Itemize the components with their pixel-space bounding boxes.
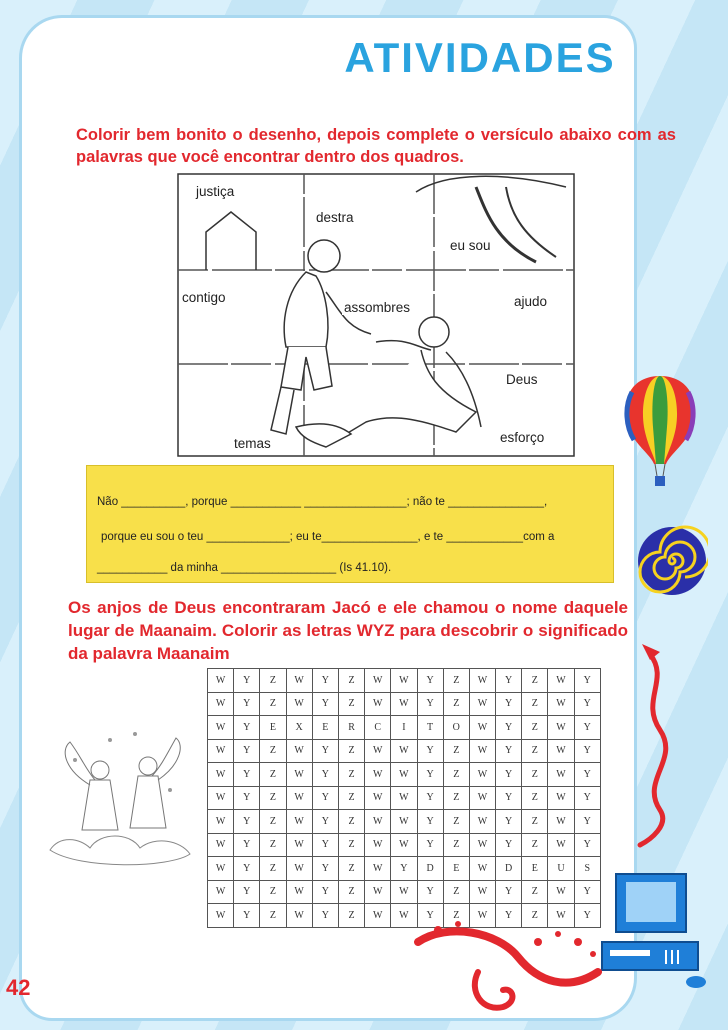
grid-cell[interactable]: Y <box>574 669 600 693</box>
grid-cell[interactable]: Z <box>522 786 548 810</box>
grid-cell[interactable]: Y <box>234 739 260 763</box>
grid-cell[interactable]: Y <box>417 692 443 716</box>
grid-cell[interactable]: W <box>208 857 234 881</box>
grid-row <box>208 857 601 881</box>
grid-row <box>208 810 601 834</box>
grid-cell[interactable]: Z <box>338 880 364 904</box>
grid-cell[interactable]: Y <box>417 669 443 693</box>
verse-fill-box <box>86 465 614 583</box>
grid-cell[interactable]: W <box>286 857 312 881</box>
grid-cell[interactable]: Y <box>417 763 443 787</box>
grid-row <box>208 716 601 740</box>
grid-cell[interactable]: Y <box>574 880 600 904</box>
grid-row <box>208 669 601 693</box>
grid-cell[interactable]: Y <box>234 810 260 834</box>
grid-cell[interactable]: W <box>548 716 574 740</box>
grid-cell[interactable]: Y <box>574 763 600 787</box>
word-ajudo: ajudo <box>514 294 548 309</box>
grid-cell[interactable]: Y <box>417 786 443 810</box>
grid-cell[interactable]: W <box>365 763 391 787</box>
grid-cell[interactable]: W <box>286 692 312 716</box>
grid-row <box>208 739 601 763</box>
grid-cell[interactable]: W <box>286 904 312 928</box>
grid-cell[interactable]: U <box>548 857 574 881</box>
grid-cell[interactable]: W <box>548 763 574 787</box>
grid-cell[interactable]: Y <box>496 763 522 787</box>
grid-cell[interactable]: W <box>365 904 391 928</box>
grid-cell[interactable]: W <box>469 716 495 740</box>
word-temas: temas <box>234 436 271 451</box>
grid-cell[interactable]: Y <box>234 857 260 881</box>
grid-cell[interactable]: Z <box>260 739 286 763</box>
grid-cell[interactable]: W <box>469 692 495 716</box>
grid-cell[interactable]: W <box>548 786 574 810</box>
grid-cell[interactable]: E <box>312 716 338 740</box>
grid-cell[interactable]: W <box>391 810 417 834</box>
grid-cell[interactable]: W <box>391 763 417 787</box>
grid-cell[interactable]: W <box>208 716 234 740</box>
grid-cell[interactable]: Z <box>443 786 469 810</box>
grid-cell[interactable]: Y <box>496 716 522 740</box>
grid-cell[interactable]: Y <box>312 833 338 857</box>
grid-cell[interactable]: D <box>417 857 443 881</box>
grid-cell[interactable]: W <box>365 739 391 763</box>
grid-cell[interactable]: Y <box>312 692 338 716</box>
computer-icon <box>596 870 716 990</box>
grid-cell[interactable]: W <box>286 833 312 857</box>
grid-cell[interactable]: Y <box>574 786 600 810</box>
grid-cell[interactable]: Y <box>234 833 260 857</box>
grid-cell[interactable]: W <box>469 880 495 904</box>
grid-cell[interactable]: E <box>260 716 286 740</box>
grid-cell[interactable]: W <box>208 786 234 810</box>
grid-cell[interactable]: W <box>286 786 312 810</box>
grid-row <box>208 763 601 787</box>
grid-cell[interactable]: Y <box>574 739 600 763</box>
grid-cell[interactable]: W <box>208 904 234 928</box>
grid-cell[interactable]: Y <box>417 904 443 928</box>
grid-cell[interactable]: Y <box>496 739 522 763</box>
grid-cell[interactable]: W <box>365 786 391 810</box>
letter-grid <box>207 668 601 928</box>
grid-cell[interactable]: Y <box>417 810 443 834</box>
grid-cell[interactable]: Y <box>312 857 338 881</box>
grid-cell[interactable]: C <box>365 716 391 740</box>
grid-cell[interactable]: W <box>548 810 574 834</box>
grid-cell[interactable]: E <box>443 857 469 881</box>
grid-cell[interactable]: Y <box>496 810 522 834</box>
grid-cell[interactable]: W <box>469 833 495 857</box>
grid-cell[interactable]: Z <box>443 810 469 834</box>
grid-row <box>208 786 601 810</box>
grid-cell[interactable]: W <box>208 833 234 857</box>
word-assombres: assombres <box>344 300 411 315</box>
red-squiggle-decoration <box>630 640 690 850</box>
grid-cell[interactable]: W <box>548 880 574 904</box>
grid-cell[interactable]: W <box>469 669 495 693</box>
grid-cell[interactable]: W <box>548 739 574 763</box>
red-swirl-decoration <box>408 912 608 1020</box>
grid-cell[interactable]: Y <box>496 904 522 928</box>
grid-cell[interactable]: Y <box>496 669 522 693</box>
grid-cell[interactable]: Z <box>522 810 548 834</box>
grid-cell[interactable]: W <box>286 669 312 693</box>
grid-cell[interactable]: W <box>365 857 391 881</box>
grid-cell[interactable]: O <box>443 716 469 740</box>
puzzle-drawing <box>176 172 576 458</box>
grid-cell[interactable]: Y <box>312 739 338 763</box>
grid-cell[interactable]: Z <box>338 904 364 928</box>
word-deus: Deus <box>506 372 538 387</box>
grid-cell[interactable]: Z <box>443 669 469 693</box>
grid-cell[interactable]: Y <box>234 880 260 904</box>
grid-cell[interactable]: T <box>417 716 443 740</box>
grid-cell[interactable]: W <box>469 786 495 810</box>
grid-cell[interactable]: Z <box>260 669 286 693</box>
grid-cell[interactable]: W <box>391 786 417 810</box>
grid-cell[interactable]: W <box>469 810 495 834</box>
grid-cell[interactable]: Z <box>443 833 469 857</box>
grid-cell[interactable]: Y <box>312 763 338 787</box>
grid-cell[interactable]: S <box>574 857 600 881</box>
word-contigo: contigo <box>182 290 226 305</box>
grid-row <box>208 692 601 716</box>
grid-cell[interactable]: Y <box>312 786 338 810</box>
grid-cell[interactable]: Y <box>234 692 260 716</box>
grid-cell[interactable]: Z <box>338 763 364 787</box>
grid-cell[interactable]: W <box>208 692 234 716</box>
grid-cell[interactable]: Z <box>338 739 364 763</box>
grid-cell[interactable]: Z <box>338 692 364 716</box>
grid-cell[interactable]: W <box>208 810 234 834</box>
grid-cell[interactable]: W <box>208 739 234 763</box>
grid-cell[interactable]: I <box>391 716 417 740</box>
grid-cell[interactable]: Z <box>522 880 548 904</box>
grid-cell[interactable]: Z <box>443 763 469 787</box>
grid-cell[interactable]: Z <box>260 833 286 857</box>
grid-cell[interactable]: Y <box>234 786 260 810</box>
grid-cell[interactable]: Y <box>234 763 260 787</box>
verse-line-3: ___________ da minha __________________ (Is 41.10). <box>97 562 392 574</box>
grid-cell[interactable]: Z <box>522 692 548 716</box>
grid-cell[interactable]: E <box>522 857 548 881</box>
grid-cell[interactable]: W <box>469 763 495 787</box>
grid-cell[interactable]: Z <box>443 904 469 928</box>
grid-cell[interactable]: Y <box>574 716 600 740</box>
word-destra: destra <box>316 210 354 225</box>
grid-cell[interactable]: W <box>365 692 391 716</box>
grid-cell[interactable]: W <box>469 739 495 763</box>
grid-cell[interactable]: Y <box>496 692 522 716</box>
grid-cell[interactable]: Z <box>522 739 548 763</box>
grid-cell[interactable]: W <box>469 857 495 881</box>
grid-row <box>208 880 601 904</box>
grid-cell[interactable]: Z <box>338 810 364 834</box>
grid-cell[interactable]: W <box>391 880 417 904</box>
instruction-text-1: Colorir bem bonito o desenho, depois complete o versículo abaixo com as palavras que você encontrar dentro dos quadros. <box>76 126 676 166</box>
grid-cell[interactable]: W <box>391 739 417 763</box>
grid-cell[interactable]: Y <box>574 810 600 834</box>
angels-illustration <box>40 720 200 880</box>
instruction-text-2: Os anjos de Deus encontraram Jacó e ele chamou o nome daquele lugar de Maanaim. Colorir as letras WYZ para descobrir o significado da palavra Maanaim <box>68 598 628 663</box>
grid-cell[interactable]: W <box>548 692 574 716</box>
grid-cell[interactable]: Z <box>443 692 469 716</box>
page-number: 42 <box>6 975 31 1000</box>
grid-cell[interactable]: D <box>496 857 522 881</box>
grid-cell[interactable]: Y <box>234 716 260 740</box>
grid-cell[interactable]: Y <box>496 880 522 904</box>
verse-line-1: Não __________, porque ___________ ________________; não te _______________, <box>97 496 548 508</box>
grid-row <box>208 833 601 857</box>
word-justica: justiça <box>196 184 235 199</box>
grid-cell[interactable]: Y <box>312 904 338 928</box>
grid-cell[interactable]: Z <box>338 786 364 810</box>
grid-cell[interactable]: Y <box>312 880 338 904</box>
grid-cell[interactable]: Z <box>260 810 286 834</box>
grid-cell[interactable]: W <box>391 833 417 857</box>
grid-cell[interactable]: W <box>391 692 417 716</box>
grid-cell[interactable]: Z <box>260 904 286 928</box>
grid-cell[interactable]: Y <box>574 692 600 716</box>
grid-cell[interactable]: Y <box>417 739 443 763</box>
grid-cell[interactable]: Z <box>260 857 286 881</box>
grid-cell[interactable]: Y <box>312 810 338 834</box>
grid-cell[interactable]: Y <box>234 904 260 928</box>
grid-cell[interactable]: Z <box>443 880 469 904</box>
grid-cell[interactable]: Z <box>522 669 548 693</box>
grid-cell[interactable]: W <box>548 669 574 693</box>
grid-cell[interactable]: Y <box>574 904 600 928</box>
grid-cell[interactable]: W <box>365 880 391 904</box>
grid-cell[interactable]: W <box>208 763 234 787</box>
grid-cell[interactable]: W <box>391 904 417 928</box>
grid-cell[interactable]: Y <box>574 833 600 857</box>
word-eu-sou: eu sou <box>450 238 491 253</box>
grid-cell[interactable]: W <box>365 833 391 857</box>
verse-line-2: porque eu sou o teu _____________; eu te_______________, e te ____________com a <box>101 531 555 543</box>
grid-cell[interactable]: W <box>365 810 391 834</box>
grid-cell[interactable]: W <box>286 880 312 904</box>
spiral-icon <box>636 525 708 597</box>
grid-cell[interactable]: W <box>286 810 312 834</box>
grid-cell[interactable]: Y <box>496 833 522 857</box>
coloring-illustration <box>176 172 576 458</box>
grid-cell[interactable]: Z <box>522 904 548 928</box>
grid-cell[interactable]: W <box>286 763 312 787</box>
grid-cell[interactable]: Z <box>260 692 286 716</box>
grid-cell[interactable]: Z <box>443 739 469 763</box>
grid-cell[interactable]: W <box>548 833 574 857</box>
grid-cell[interactable]: W <box>548 904 574 928</box>
grid-cell[interactable]: W <box>365 669 391 693</box>
grid-cell[interactable]: Y <box>312 669 338 693</box>
grid-cell[interactable]: Z <box>522 833 548 857</box>
grid-cell[interactable]: R <box>338 716 364 740</box>
grid-cell[interactable]: Z <box>338 857 364 881</box>
grid-cell[interactable]: Z <box>338 669 364 693</box>
grid-cell[interactable]: Y <box>417 880 443 904</box>
grid-cell[interactable]: W <box>286 739 312 763</box>
grid-cell[interactable]: W <box>391 669 417 693</box>
grid-cell[interactable]: Z <box>522 716 548 740</box>
grid-cell[interactable]: Z <box>260 880 286 904</box>
page-title: ATIVIDADES <box>344 34 616 81</box>
grid-cell[interactable]: Z <box>260 763 286 787</box>
grid-cell[interactable]: Y <box>234 669 260 693</box>
grid-cell[interactable]: Y <box>391 857 417 881</box>
hot-air-balloon-icon <box>620 372 700 492</box>
word-esforco: esforço <box>500 430 545 445</box>
grid-cell[interactable]: Z <box>260 786 286 810</box>
grid-cell[interactable]: W <box>208 880 234 904</box>
grid-cell[interactable]: Y <box>496 786 522 810</box>
grid-cell[interactable]: Z <box>522 763 548 787</box>
grid-cell[interactable]: X <box>286 716 312 740</box>
grid-cell[interactable]: W <box>208 669 234 693</box>
grid-cell[interactable]: W <box>469 904 495 928</box>
grid-cell[interactable]: Y <box>417 833 443 857</box>
grid-cell[interactable]: Z <box>338 833 364 857</box>
